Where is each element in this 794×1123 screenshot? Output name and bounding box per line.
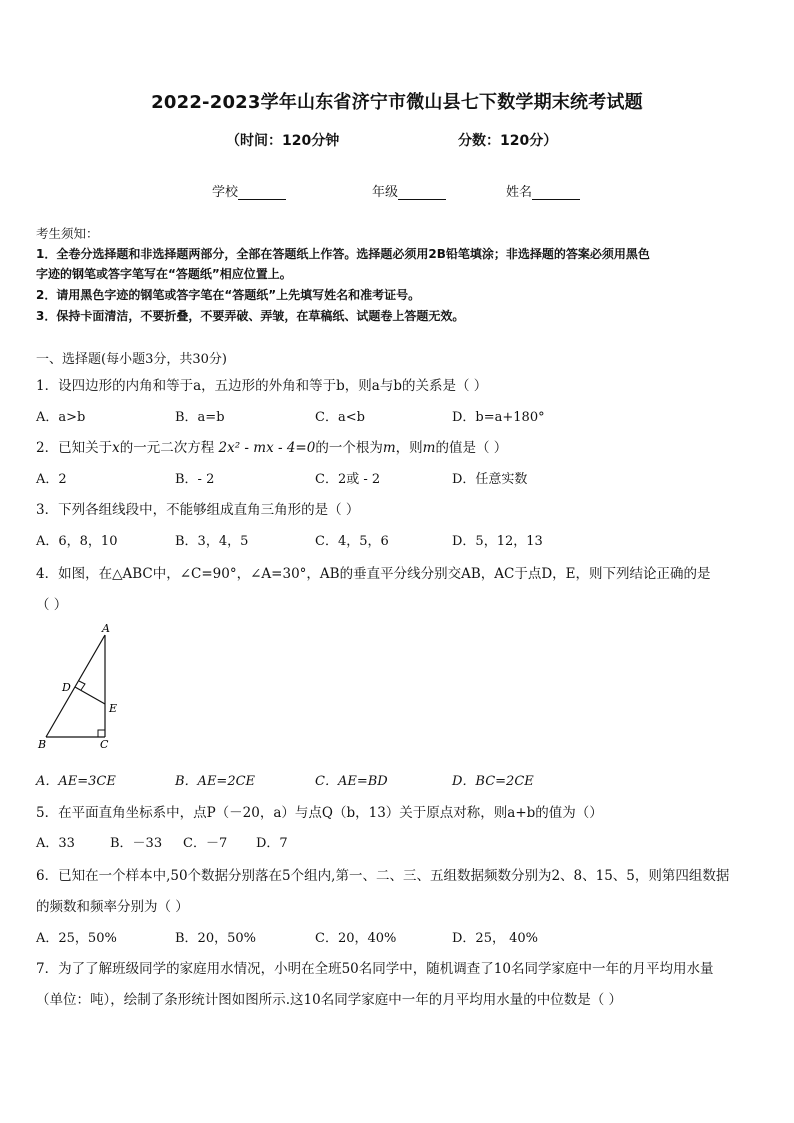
question-1-option-d: D．b=a+180° <box>452 410 545 425</box>
time-label: （时间：120分钟 <box>226 133 340 149</box>
question-6-option-a: A．25，50% <box>36 931 117 946</box>
question-5-option-d: D．7 <box>256 836 288 851</box>
label-a: A <box>102 622 110 635</box>
right-angle-mark-c <box>98 730 105 737</box>
question-3-stem: 3．下列各组线段中，不能够组成直角三角形的是（ ） <box>36 502 360 518</box>
question-2-option-c: C．2或 - 2 <box>315 472 381 487</box>
question-3-option-b: B．3，4，5 <box>175 534 249 549</box>
notice-item-2: 2．请用黑色字迹的钢笔或答字笔在“答题纸”上先填写姓名和准考证号。 <box>36 288 421 302</box>
school-field <box>212 181 286 200</box>
label-c: C <box>100 738 109 751</box>
label-e: E <box>109 702 118 715</box>
question-2-stem-part-4: ，则 <box>395 440 423 456</box>
question-6-option-c: C．20，40% <box>315 931 397 946</box>
notice-item-3: 3．保持卡面清洁，不要折叠，不要弄破、弄皱，在草稿纸、试题卷上答题无效。 <box>36 309 465 323</box>
question-5-option-b: B．－33 <box>110 836 163 851</box>
question-5-option-a: A．33 <box>36 836 75 851</box>
question-3-option-c: C．4，5，6 <box>315 534 389 549</box>
question-4-option-d: D．BC=2CE <box>452 774 534 789</box>
label-b: B <box>38 738 47 751</box>
question-2-option-b: B．- 2 <box>175 472 215 487</box>
question-2-stem <box>36 436 507 456</box>
question-4-stem-line-1: 4．如图，在△ABC中，∠C=90°，∠A=30°，AB的垂直平分线分别交AB，AC于点D，E，则下列结论正确的是 <box>36 566 711 582</box>
question-6-stem-line-2: 的频数和频率分别为（ ） <box>36 899 189 915</box>
side-ab <box>46 635 105 737</box>
question-2-option-a: A．2 <box>36 472 67 487</box>
school-blank <box>238 185 286 200</box>
question-2-stem-part-3: 的一个根为 <box>315 440 383 456</box>
score-label: 分数：120分） <box>458 133 558 149</box>
question-5-stem: 5．在平面直角坐标系中，点P（－20，a）与点Q（b，13）关于原点对称，则a+b的值为（） <box>36 805 603 821</box>
question-6-stem-line-1: 6．已知在一个样本中,50个数据分别落在5个组内,第一、二、三、五组数据频数分别为2、8、15、5，则第四组数据 <box>36 868 730 884</box>
question-1-option-b: B．a=b <box>175 410 225 425</box>
question-6-option-b: B．20，50% <box>175 931 256 946</box>
question-4-option-b: B．AE=2CE <box>175 774 256 789</box>
question-2-stem-part-2: 的一元二次方程 <box>119 440 215 456</box>
question-4-stem-line-2: （ ） <box>36 597 68 613</box>
question-2-var-m-2: m <box>422 440 436 456</box>
question-2-stem-part-5: 的值是（ ） <box>435 440 508 456</box>
question-4-option-a: A．AE=3CE <box>36 774 116 789</box>
name-label: 姓名 <box>506 185 533 200</box>
question-4-option-c: C．AE=BD <box>315 774 388 789</box>
question-2-var-x: x <box>112 440 120 456</box>
question-2-stem-part-1: 2．已知关于 <box>36 440 113 456</box>
question-3-option-d: D．5，12，13 <box>452 534 543 549</box>
section-1-title: 一、选择题(每小题3分，共30分) <box>36 352 227 367</box>
page-title: 2022-2023学年山东省济宁市微山县七下数学期末统考试题 <box>151 92 643 113</box>
question-5-option-c: C．－7 <box>183 836 228 851</box>
notice-item-1-line-2: 字迹的钢笔或答字笔写在“答题纸”相应位置上。 <box>36 267 292 281</box>
question-7-stem-line-1: 7．为了了解班级同学的家庭用水情况，小明在全班50名同学中，随机调查了10名同学家庭中一年的月平均用水量 <box>36 961 714 977</box>
school-label: 学校 <box>212 185 239 200</box>
name-blank <box>532 185 580 200</box>
grade-blank <box>398 185 446 200</box>
question-2-option-d: D．任意实数 <box>452 472 528 487</box>
question-1-stem: 1．设四边形的内角和等于a，五边形的外角和等于b，则a与b的关系是（ ） <box>36 378 488 394</box>
question-1-option-c: C．a<b <box>315 410 365 425</box>
label-d: D <box>62 681 71 694</box>
question-2-equation: 2x² - mx - 4=0 <box>218 440 316 456</box>
name-field <box>506 181 580 200</box>
triangle-figure <box>30 620 130 755</box>
grade-field <box>372 181 446 200</box>
grade-label: 年级 <box>372 185 399 200</box>
question-1-option-a: A．a>b <box>36 410 86 425</box>
notice-heading: 考生须知： <box>36 226 99 241</box>
perpendicular-bisector-de <box>75 687 105 704</box>
notice-item-1-line-1: 1．全卷分选择题和非选择题两部分，全部在答题纸上作答。选择题必须用2B铅笔填涂；非选择题的答案必须用黑色 <box>36 247 650 261</box>
question-7-stem-line-2: （单位：吨），绘制了条形统计图如图所示.这10名同学家庭中一年的月平均用水量的中位数是（ ） <box>36 992 623 1008</box>
right-angle-mark-d <box>79 681 85 690</box>
question-6-option-d: D．25， 40% <box>452 931 538 946</box>
question-3-option-a: A．6，8，10 <box>36 534 118 549</box>
question-2-var-m: m <box>382 440 396 456</box>
